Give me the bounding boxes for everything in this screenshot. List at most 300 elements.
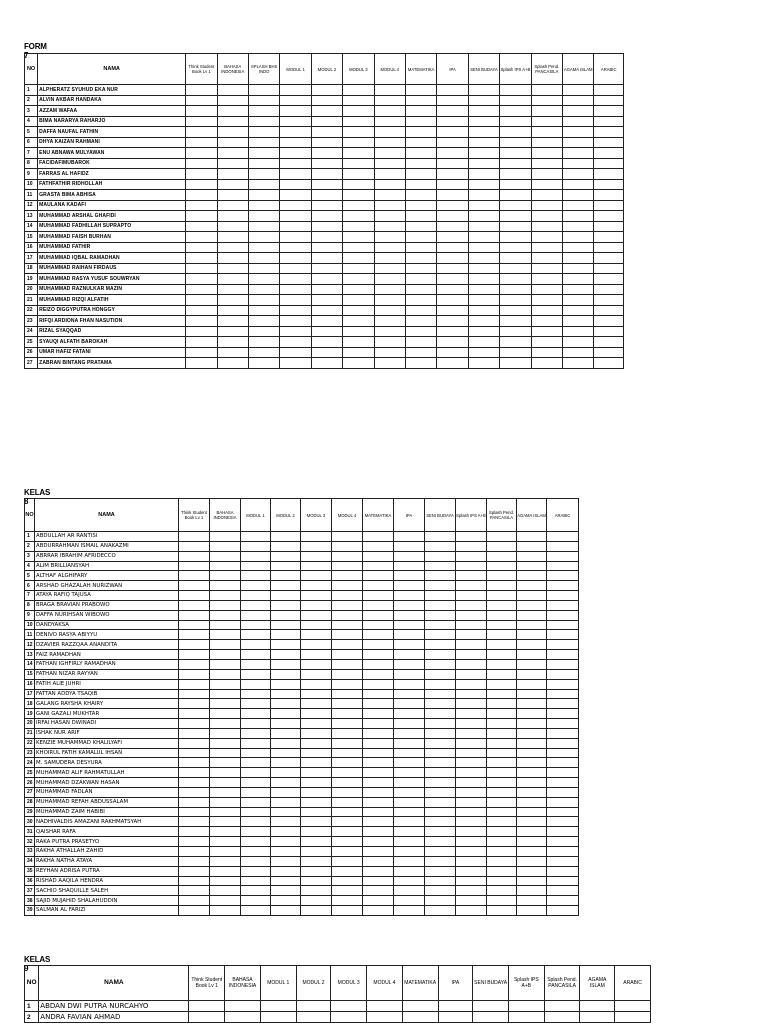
grade-cell-matematika[interactable] [405, 116, 436, 127]
grade-cell-modul-2[interactable] [311, 148, 342, 159]
grade-cell-ipa[interactable] [394, 541, 425, 551]
grade-cell-modul-3[interactable] [301, 532, 332, 542]
grade-cell-seni-budaya[interactable] [473, 1001, 509, 1012]
grade-cell-ipa[interactable] [394, 610, 425, 620]
grade-cell-modul-1[interactable] [241, 728, 271, 738]
grade-cell-think-student-book-lv-1[interactable] [179, 906, 210, 916]
grade-cell-splash-bhs-indo[interactable] [248, 85, 279, 96]
grade-cell-modul-4[interactable] [332, 787, 363, 797]
grade-cell-ipa[interactable] [437, 158, 468, 169]
grade-cell-arabic[interactable] [547, 620, 579, 630]
grade-cell-splash-pend-pancasila[interactable] [531, 190, 562, 201]
grade-cell-splash-pend-pancasila[interactable] [544, 1012, 580, 1023]
grade-cell-arabic[interactable] [547, 817, 579, 827]
grade-cell-agama-islam[interactable] [517, 787, 547, 797]
grade-cell-agama-islam[interactable] [517, 896, 547, 906]
grade-cell-modul-4[interactable] [332, 620, 363, 630]
grade-cell-bahasa-indonesia[interactable] [210, 630, 241, 640]
grade-cell-modul-2[interactable] [271, 571, 301, 581]
grade-cell-bahasa-indonesia[interactable] [217, 274, 248, 285]
grade-cell-seni-budaya[interactable] [425, 679, 456, 689]
grade-cell-splash-ips-a-b[interactable] [456, 709, 487, 719]
grade-cell-modul-3[interactable] [301, 719, 332, 729]
grade-cell-bahasa-indonesia[interactable] [210, 817, 241, 827]
grade-cell-think-student-book-lv-1[interactable] [179, 896, 210, 906]
grade-cell-matematika[interactable] [363, 797, 394, 807]
grade-cell-agama-islam[interactable] [563, 158, 594, 169]
grade-cell-bahasa-indonesia[interactable] [210, 719, 241, 729]
grade-cell-splash-bhs-indo[interactable] [248, 106, 279, 117]
grade-cell-modul-3[interactable] [343, 85, 374, 96]
grade-cell-splash-ips-a-b[interactable] [500, 95, 531, 106]
grade-cell-modul-3[interactable] [301, 659, 332, 669]
grade-cell-modul-1[interactable] [241, 699, 271, 709]
grade-cell-ipa[interactable] [394, 561, 425, 571]
grade-cell-modul-4[interactable] [332, 571, 363, 581]
grade-cell-modul-3[interactable] [343, 253, 374, 264]
grade-cell-arabic[interactable] [594, 347, 624, 358]
grade-cell-modul-1[interactable] [241, 630, 271, 640]
grade-cell-modul-3[interactable] [301, 571, 332, 581]
grade-cell-modul-4[interactable] [332, 561, 363, 571]
grade-cell-modul-3[interactable] [343, 347, 374, 358]
grade-cell-agama-islam[interactable] [563, 190, 594, 201]
grade-cell-matematika[interactable] [405, 127, 436, 138]
grade-cell-matematika[interactable] [363, 866, 394, 876]
grade-cell-arabic[interactable] [547, 689, 579, 699]
grade-cell-arabic[interactable] [547, 581, 579, 591]
grade-cell-splash-pend-pancasila[interactable] [531, 158, 562, 169]
grade-cell-arabic[interactable] [547, 778, 579, 788]
grade-cell-arabic[interactable] [547, 797, 579, 807]
grade-cell-splash-bhs-indo[interactable] [248, 169, 279, 180]
grade-cell-agama-islam[interactable] [517, 827, 547, 837]
grade-cell-seni-budaya[interactable] [425, 748, 456, 758]
grade-cell-splash-ips-a-b[interactable] [500, 179, 531, 190]
grade-cell-arabic[interactable] [594, 242, 624, 253]
grade-cell-splash-pend-pancasila[interactable] [487, 699, 517, 709]
grade-cell-modul-2[interactable] [311, 305, 342, 316]
grade-cell-ipa[interactable] [394, 532, 425, 542]
grade-cell-bahasa-indonesia[interactable] [210, 571, 241, 581]
grade-cell-splash-ips-a-b[interactable] [456, 669, 487, 679]
grade-cell-ipa[interactable] [437, 200, 468, 211]
grade-cell-think-student-book-lv-1[interactable] [179, 886, 210, 896]
grade-cell-modul-2[interactable] [271, 906, 301, 916]
grade-cell-modul-2[interactable] [271, 679, 301, 689]
grade-cell-modul-4[interactable] [332, 748, 363, 758]
grade-cell-arabic[interactable] [594, 95, 624, 106]
grade-cell-splash-bhs-indo[interactable] [248, 263, 279, 274]
grade-cell-splash-pend-pancasila[interactable] [487, 689, 517, 699]
grade-cell-think-student-book-lv-1[interactable] [179, 837, 210, 847]
grade-cell-ipa[interactable] [438, 1001, 473, 1012]
grade-cell-splash-bhs-indo[interactable] [248, 337, 279, 348]
grade-cell-modul-4[interactable] [332, 541, 363, 551]
grade-cell-agama-islam[interactable] [517, 758, 547, 768]
grade-cell-arabic[interactable] [594, 200, 624, 211]
grade-cell-modul-2[interactable] [271, 797, 301, 807]
grade-cell-splash-pend-pancasila[interactable] [531, 85, 562, 96]
grade-cell-splash-pend-pancasila[interactable] [487, 896, 517, 906]
grade-cell-ipa[interactable] [437, 116, 468, 127]
grade-cell-splash-ips-a-b[interactable] [456, 787, 487, 797]
grade-cell-modul-4[interactable] [332, 591, 363, 601]
grade-cell-splash-ips-a-b[interactable] [456, 541, 487, 551]
grade-cell-modul-4[interactable] [332, 896, 363, 906]
grade-cell-modul-2[interactable] [271, 787, 301, 797]
grade-cell-modul-3[interactable] [301, 610, 332, 620]
grade-cell-bahasa-indonesia[interactable] [210, 699, 241, 709]
grade-cell-matematika[interactable] [363, 847, 394, 857]
grade-cell-arabic[interactable] [547, 669, 579, 679]
grade-cell-splash-pend-pancasila[interactable] [531, 106, 562, 117]
grade-cell-seni-budaya[interactable] [425, 758, 456, 768]
grade-cell-agama-islam[interactable] [517, 856, 547, 866]
grade-cell-think-student-book-lv-1[interactable] [186, 326, 217, 337]
grade-cell-matematika[interactable] [363, 709, 394, 719]
grade-cell-seni-budaya[interactable] [425, 532, 456, 542]
grade-cell-modul-4[interactable] [374, 305, 405, 316]
grade-cell-matematika[interactable] [363, 856, 394, 866]
grade-cell-modul-1[interactable] [241, 561, 271, 571]
grade-cell-splash-pend-pancasila[interactable] [531, 232, 562, 243]
grade-cell-splash-pend-pancasila[interactable] [531, 116, 562, 127]
grade-cell-modul-3[interactable] [301, 817, 332, 827]
grade-cell-seni-budaya[interactable] [425, 571, 456, 581]
grade-cell-ipa[interactable] [394, 719, 425, 729]
grade-cell-modul-1[interactable] [241, 659, 271, 669]
grade-cell-modul-3[interactable] [301, 551, 332, 561]
grade-cell-splash-pend-pancasila[interactable] [531, 242, 562, 253]
grade-cell-modul-1[interactable] [241, 551, 271, 561]
grade-cell-ipa[interactable] [437, 274, 468, 285]
grade-cell-seni-budaya[interactable] [468, 305, 499, 316]
grade-cell-splash-bhs-indo[interactable] [248, 232, 279, 243]
grade-cell-splash-pend-pancasila[interactable] [487, 876, 517, 886]
grade-cell-seni-budaya[interactable] [425, 876, 456, 886]
grade-cell-bahasa-indonesia[interactable] [210, 768, 241, 778]
grade-cell-arabic[interactable] [547, 768, 579, 778]
grade-cell-matematika[interactable] [363, 778, 394, 788]
grade-cell-seni-budaya[interactable] [425, 699, 456, 709]
grade-cell-think-student-book-lv-1[interactable] [186, 95, 217, 106]
grade-cell-seni-budaya[interactable] [425, 728, 456, 738]
grade-cell-think-student-book-lv-1[interactable] [179, 571, 210, 581]
grade-cell-modul-1[interactable] [241, 669, 271, 679]
grade-cell-think-student-book-lv-1[interactable] [186, 347, 217, 358]
grade-cell-seni-budaya[interactable] [468, 179, 499, 190]
grade-cell-ipa[interactable] [394, 699, 425, 709]
grade-cell-modul-2[interactable] [296, 1012, 331, 1023]
grade-cell-modul-4[interactable] [374, 263, 405, 274]
grade-cell-matematika[interactable] [405, 200, 436, 211]
grade-cell-arabic[interactable] [547, 728, 579, 738]
grade-cell-modul-1[interactable] [241, 679, 271, 689]
grade-cell-arabic[interactable] [594, 116, 624, 127]
grade-cell-splash-ips-a-b[interactable] [456, 778, 487, 788]
grade-cell-seni-budaya[interactable] [468, 211, 499, 222]
grade-cell-modul-4[interactable] [332, 551, 363, 561]
grade-cell-think-student-book-lv-1[interactable] [186, 242, 217, 253]
grade-cell-bahasa-indonesia[interactable] [217, 284, 248, 295]
grade-cell-bahasa-indonesia[interactable] [210, 748, 241, 758]
grade-cell-modul-2[interactable] [311, 116, 342, 127]
grade-cell-arabic[interactable] [547, 827, 579, 837]
grade-cell-arabic[interactable] [547, 650, 579, 660]
grade-cell-ipa[interactable] [394, 896, 425, 906]
grade-cell-modul-4[interactable] [332, 581, 363, 591]
grade-cell-splash-pend-pancasila[interactable] [531, 221, 562, 232]
grade-cell-think-student-book-lv-1[interactable] [186, 85, 217, 96]
grade-cell-matematika[interactable] [402, 1001, 438, 1012]
grade-cell-arabic[interactable] [594, 274, 624, 285]
grade-cell-modul-4[interactable] [332, 679, 363, 689]
grade-cell-splash-pend-pancasila[interactable] [487, 837, 517, 847]
grade-cell-splash-pend-pancasila[interactable] [487, 532, 517, 542]
grade-cell-matematika[interactable] [363, 581, 394, 591]
grade-cell-agama-islam[interactable] [563, 200, 594, 211]
grade-cell-modul-2[interactable] [311, 274, 342, 285]
grade-cell-splash-ips-a-b[interactable] [456, 679, 487, 689]
grade-cell-modul-3[interactable] [301, 591, 332, 601]
grade-cell-agama-islam[interactable] [517, 610, 547, 620]
grade-cell-splash-pend-pancasila[interactable] [531, 95, 562, 106]
grade-cell-think-student-book-lv-1[interactable] [186, 158, 217, 169]
grade-cell-splash-bhs-indo[interactable] [248, 326, 279, 337]
grade-cell-modul-4[interactable] [374, 190, 405, 201]
grade-cell-modul-1[interactable] [280, 158, 311, 169]
grade-cell-modul-2[interactable] [271, 886, 301, 896]
grade-cell-arabic[interactable] [594, 221, 624, 232]
grade-cell-bahasa-indonesia[interactable] [217, 158, 248, 169]
grade-cell-ipa[interactable] [394, 591, 425, 601]
grade-cell-splash-ips-a-b[interactable] [500, 358, 531, 369]
grade-cell-bahasa-indonesia[interactable] [217, 116, 248, 127]
grade-cell-splash-ips-a-b[interactable] [500, 347, 531, 358]
grade-cell-agama-islam[interactable] [580, 1001, 615, 1012]
grade-cell-splash-ips-a-b[interactable] [456, 827, 487, 837]
grade-cell-modul-4[interactable] [332, 866, 363, 876]
grade-cell-modul-3[interactable] [343, 263, 374, 274]
grade-cell-arabic[interactable] [547, 610, 579, 620]
grade-cell-think-student-book-lv-1[interactable] [186, 274, 217, 285]
grade-cell-bahasa-indonesia[interactable] [210, 640, 241, 650]
grade-cell-modul-3[interactable] [343, 326, 374, 337]
grade-cell-splash-ips-a-b[interactable] [456, 876, 487, 886]
grade-cell-splash-ips-a-b[interactable] [500, 263, 531, 274]
grade-cell-modul-3[interactable] [343, 95, 374, 106]
grade-cell-modul-1[interactable] [241, 571, 271, 581]
grade-cell-modul-1[interactable] [280, 85, 311, 96]
grade-cell-modul-1[interactable] [241, 758, 271, 768]
grade-cell-modul-4[interactable] [332, 640, 363, 650]
grade-cell-seni-budaya[interactable] [468, 232, 499, 243]
grade-cell-matematika[interactable] [363, 679, 394, 689]
grade-cell-splash-ips-a-b[interactable] [500, 127, 531, 138]
grade-cell-arabic[interactable] [547, 630, 579, 640]
grade-cell-modul-3[interactable] [301, 886, 332, 896]
grade-cell-arabic[interactable] [594, 179, 624, 190]
grade-cell-modul-2[interactable] [311, 221, 342, 232]
grade-cell-ipa[interactable] [438, 1012, 473, 1023]
grade-cell-seni-budaya[interactable] [425, 719, 456, 729]
grade-cell-ipa[interactable] [437, 284, 468, 295]
grade-cell-modul-2[interactable] [311, 211, 342, 222]
grade-cell-ipa[interactable] [437, 179, 468, 190]
grade-cell-modul-2[interactable] [311, 137, 342, 148]
grade-cell-splash-ips-a-b[interactable] [456, 581, 487, 591]
grade-cell-modul-1[interactable] [241, 610, 271, 620]
grade-cell-arabic[interactable] [547, 896, 579, 906]
grade-cell-modul-3[interactable] [301, 650, 332, 660]
grade-cell-bahasa-indonesia[interactable] [217, 316, 248, 327]
grade-cell-modul-2[interactable] [271, 532, 301, 542]
grade-cell-modul-2[interactable] [271, 561, 301, 571]
grade-cell-splash-ips-a-b[interactable] [456, 847, 487, 857]
grade-cell-matematika[interactable] [363, 620, 394, 630]
grade-cell-modul-2[interactable] [271, 689, 301, 699]
grade-cell-splash-pend-pancasila[interactable] [487, 817, 517, 827]
grade-cell-bahasa-indonesia[interactable] [210, 886, 241, 896]
grade-cell-modul-1[interactable] [241, 866, 271, 876]
grade-cell-modul-3[interactable] [343, 158, 374, 169]
grade-cell-splash-bhs-indo[interactable] [248, 211, 279, 222]
grade-cell-modul-3[interactable] [301, 778, 332, 788]
grade-cell-matematika[interactable] [405, 347, 436, 358]
grade-cell-agama-islam[interactable] [517, 561, 547, 571]
grade-cell-bahasa-indonesia[interactable] [210, 827, 241, 837]
grade-cell-think-student-book-lv-1[interactable] [179, 778, 210, 788]
grade-cell-think-student-book-lv-1[interactable] [179, 758, 210, 768]
grade-cell-modul-3[interactable] [301, 827, 332, 837]
grade-cell-modul-2[interactable] [271, 719, 301, 729]
grade-cell-arabic[interactable] [594, 137, 624, 148]
grade-cell-agama-islam[interactable] [563, 253, 594, 264]
grade-cell-ipa[interactable] [394, 679, 425, 689]
grade-cell-modul-3[interactable] [343, 284, 374, 295]
grade-cell-modul-1[interactable] [280, 284, 311, 295]
grade-cell-matematika[interactable] [363, 758, 394, 768]
grade-cell-modul-2[interactable] [311, 337, 342, 348]
grade-cell-modul-1[interactable] [280, 305, 311, 316]
grade-cell-modul-4[interactable] [374, 85, 405, 96]
grade-cell-modul-2[interactable] [271, 758, 301, 768]
grade-cell-splash-pend-pancasila[interactable] [531, 358, 562, 369]
grade-cell-agama-islam[interactable] [517, 620, 547, 630]
grade-cell-arabic[interactable] [594, 232, 624, 243]
grade-cell-ipa[interactable] [437, 263, 468, 274]
grade-cell-matematika[interactable] [363, 689, 394, 699]
grade-cell-bahasa-indonesia[interactable] [210, 669, 241, 679]
grade-cell-matematika[interactable] [405, 148, 436, 159]
grade-cell-think-student-book-lv-1[interactable] [186, 190, 217, 201]
grade-cell-splash-pend-pancasila[interactable] [487, 620, 517, 630]
grade-cell-modul-1[interactable] [260, 1001, 296, 1012]
grade-cell-seni-budaya[interactable] [425, 620, 456, 630]
grade-cell-think-student-book-lv-1[interactable] [186, 137, 217, 148]
grade-cell-bahasa-indonesia[interactable] [210, 679, 241, 689]
grade-cell-matematika[interactable] [405, 253, 436, 264]
grade-cell-splash-ips-a-b[interactable] [500, 221, 531, 232]
grade-cell-splash-ips-a-b[interactable] [500, 190, 531, 201]
grade-cell-think-student-book-lv-1[interactable] [179, 768, 210, 778]
grade-cell-think-student-book-lv-1[interactable] [186, 358, 217, 369]
grade-cell-bahasa-indonesia[interactable] [217, 232, 248, 243]
grade-cell-modul-3[interactable] [343, 148, 374, 159]
grade-cell-bahasa-indonesia[interactable] [210, 787, 241, 797]
grade-cell-modul-3[interactable] [301, 738, 332, 748]
grade-cell-modul-2[interactable] [271, 610, 301, 620]
grade-cell-arabic[interactable] [594, 326, 624, 337]
grade-cell-arabic[interactable] [547, 571, 579, 581]
grade-cell-think-student-book-lv-1[interactable] [179, 856, 210, 866]
grade-cell-think-student-book-lv-1[interactable] [179, 728, 210, 738]
grade-cell-modul-4[interactable] [374, 274, 405, 285]
grade-cell-agama-islam[interactable] [517, 571, 547, 581]
grade-cell-matematika[interactable] [405, 316, 436, 327]
grade-cell-modul-1[interactable] [280, 116, 311, 127]
grade-cell-splash-ips-a-b[interactable] [500, 200, 531, 211]
grade-cell-arabic[interactable] [615, 1012, 651, 1023]
grade-cell-agama-islam[interactable] [517, 679, 547, 689]
grade-cell-matematika[interactable] [363, 896, 394, 906]
grade-cell-modul-4[interactable] [332, 650, 363, 660]
grade-cell-modul-2[interactable] [271, 650, 301, 660]
grade-cell-agama-islam[interactable] [517, 866, 547, 876]
grade-cell-splash-ips-a-b[interactable] [500, 148, 531, 159]
grade-cell-seni-budaya[interactable] [425, 778, 456, 788]
grade-cell-think-student-book-lv-1[interactable] [179, 659, 210, 669]
grade-cell-splash-pend-pancasila[interactable] [487, 610, 517, 620]
grade-cell-agama-islam[interactable] [517, 728, 547, 738]
grade-cell-modul-2[interactable] [311, 200, 342, 211]
grade-cell-splash-ips-a-b[interactable] [500, 106, 531, 117]
grade-cell-modul-2[interactable] [271, 856, 301, 866]
grade-cell-arabic[interactable] [594, 253, 624, 264]
grade-cell-modul-4[interactable] [374, 316, 405, 327]
grade-cell-bahasa-indonesia[interactable] [225, 1012, 261, 1023]
grade-cell-modul-3[interactable] [301, 669, 332, 679]
grade-cell-matematika[interactable] [363, 827, 394, 837]
grade-cell-agama-islam[interactable] [517, 650, 547, 660]
grade-cell-splash-bhs-indo[interactable] [248, 316, 279, 327]
grade-cell-splash-ips-a-b[interactable] [500, 137, 531, 148]
grade-cell-splash-pend-pancasila[interactable] [487, 709, 517, 719]
grade-cell-modul-4[interactable] [332, 630, 363, 640]
grade-cell-modul-3[interactable] [301, 896, 332, 906]
grade-cell-think-student-book-lv-1[interactable] [179, 650, 210, 660]
grade-cell-agama-islam[interactable] [563, 85, 594, 96]
grade-cell-arabic[interactable] [547, 719, 579, 729]
grade-cell-modul-4[interactable] [374, 200, 405, 211]
grade-cell-matematika[interactable] [363, 551, 394, 561]
grade-cell-splash-pend-pancasila[interactable] [487, 659, 517, 669]
grade-cell-agama-islam[interactable] [517, 591, 547, 601]
grade-cell-modul-2[interactable] [271, 551, 301, 561]
grade-cell-think-student-book-lv-1[interactable] [179, 689, 210, 699]
grade-cell-splash-ips-a-b[interactable] [500, 85, 531, 96]
grade-cell-seni-budaya[interactable] [468, 106, 499, 117]
grade-cell-modul-3[interactable] [301, 797, 332, 807]
grade-cell-splash-pend-pancasila[interactable] [487, 778, 517, 788]
grade-cell-modul-2[interactable] [271, 896, 301, 906]
grade-cell-matematika[interactable] [405, 284, 436, 295]
grade-cell-arabic[interactable] [547, 847, 579, 857]
grade-cell-think-student-book-lv-1[interactable] [186, 127, 217, 138]
grade-cell-matematika[interactable] [405, 221, 436, 232]
grade-cell-splash-ips-a-b[interactable] [500, 169, 531, 180]
